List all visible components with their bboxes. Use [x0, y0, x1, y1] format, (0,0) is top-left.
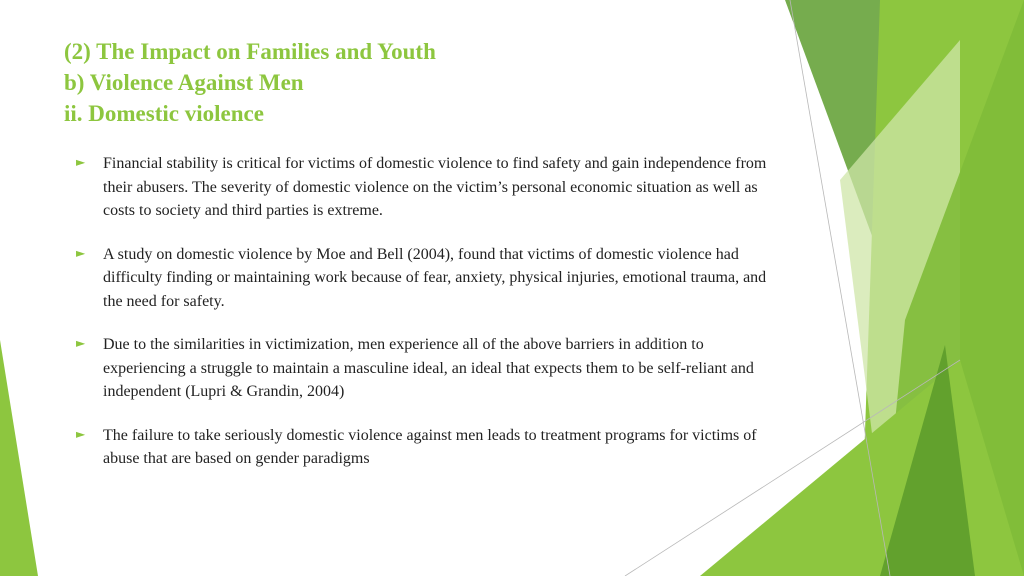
title-line-3: ii. Domestic violence	[64, 101, 264, 126]
left-green-triangle	[0, 340, 38, 576]
triangle-right-icon: ►	[76, 336, 86, 350]
bullet-text: Due to the similarities in victimization, men experience all of the above barriers in addition to experiencing a struggle to maintain a masculine ideal, an ideal that expects them to be self-reliant and independent (Lupri & Grandin, 2004)	[103, 336, 754, 400]
bullet-item	[76, 243, 776, 314]
triangle-right-icon: ►	[76, 155, 86, 169]
bullet-text: Financial stability is critical for victims of domestic violence to find safety and gain independence from their abusers. The severity of domestic violence on the victim’s personal economic situation as well as costs to society and third parties is extreme.	[103, 155, 767, 219]
bullet-text: The failure to take seriously domestic violence against men leads to treatment programs for victims of abuse that are based on gender paradigms	[103, 426, 757, 467]
title-line-1: (2) The Impact on Families and Youth	[64, 39, 436, 64]
triangle-right-icon: ►	[76, 245, 86, 260]
bullet-text: A study on domestic violence by Moe and Bell (2004), found that victims of domestic violence had difficulty finding or maintaining work because of fear, anxiety, physical injuries, emotional trauma, and the need for safety.	[103, 245, 767, 310]
bullet-item	[76, 152, 776, 223]
triangle-right-icon: ►	[76, 426, 86, 441]
slide-title	[64, 36, 436, 129]
title-line-2: b) Violence Against Men	[64, 70, 304, 95]
bullet-item	[76, 424, 776, 471]
bullet-item	[76, 333, 776, 404]
bullet-list	[76, 152, 776, 491]
